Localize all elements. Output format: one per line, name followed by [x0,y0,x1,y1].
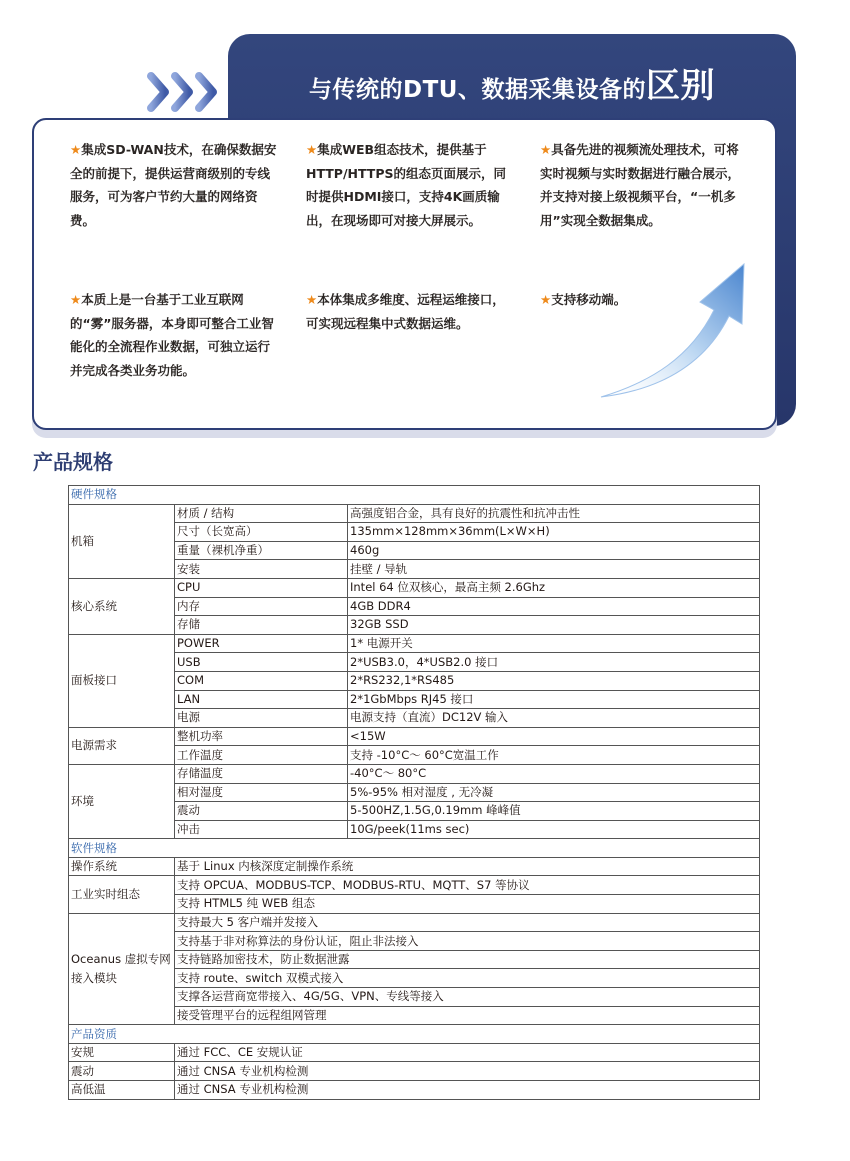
spec-key: USB [175,653,348,672]
section-title: 产品规格 [33,450,113,474]
feature-item: ★集成SD-WAN技术，在确保数据安全的前提下，提供运营商级别的专线服务，可为客户节约大量的网络资费。 [70,142,277,228]
spec-value: 通过 FCC、CE 安规认证 [175,1043,760,1062]
growth-arrow-icon [596,262,751,402]
spec-value: 支持最大 5 客户端并发接入 [175,913,760,932]
spec-value: 4GB DDR4 [348,597,760,616]
chevron-arrows-icon [147,72,222,112]
spec-value: -40°C～ 80°C [348,764,760,783]
spec-value: 32GB SSD [348,616,760,635]
spec-key: 冲击 [175,820,348,839]
spec-key: CPU [175,578,348,597]
table-row [69,1062,760,1081]
feature-item: ★集成WEB组态技术，提供基于HTTP/HTTPS的组态页面展示，同时提供HDMI接口，支持4K画质输出，在现场即可对接大屏展示。 [306,142,506,228]
table-row [69,764,760,783]
group-label: 机箱 [69,504,175,578]
spec-value: 接受管理平台的远程组网管理 [175,1006,760,1025]
spec-key: 工作温度 [175,746,348,765]
group-label: 安规 [69,1043,175,1062]
table-row [69,634,760,653]
feature-item: ★本体集成多维度、远程运维接口，可实现远程集中式数据运维。 [306,292,505,331]
spec-key: POWER [175,634,348,653]
spec-value: 460g [348,541,760,560]
spec-key: 存储 [175,616,348,635]
table-row [69,857,760,876]
spec-value: 支持基于非对称算法的身份认证，阻止非法接入 [175,932,760,951]
table-row [69,876,760,895]
table-row [69,1081,760,1100]
spec-value: 2*1GbMbps RJ45 接口 [348,690,760,709]
spec-key: 材质 / 结构 [175,504,348,523]
spec-value: 5-500HZ,1.5G,0.19mm 峰峰值 [348,802,760,821]
table-row [69,1025,760,1044]
spec-key: 尺寸（长宽高） [175,523,348,542]
spec-key: 安装 [175,560,348,579]
feature-item: ★本质上是一台基于工业互联网的“雾”服务器，本身即可整合工业智能化的全流程作业数据，可独立运行并完成各类业务功能。 [70,292,274,378]
spec-value: 5%-95% 相对湿度 , 无冷凝 [348,783,760,802]
spec-value: 支持 -10°C～ 60°C宽温工作 [348,746,760,765]
feature-item: ★具备先进的视频流处理技术，可将实时视频与实时数据进行融合展示，并支持对接上级视频平台，“一机多用”实现全数据集成。 [540,142,741,228]
spec-value: 支持 OPCUA、MODBUS-TCP、MODBUS-RTU、MQTT、S7 等协议 [175,876,760,895]
group-label: 核心系统 [69,578,175,634]
star-icon: ★ [70,142,82,157]
star-icon: ★ [306,142,318,157]
spec-table [68,485,760,1100]
spec-value: 2*RS232,1*RS485 [348,671,760,690]
group-label: 工业实时组态 [69,876,175,913]
certification-section-header: 产品资质 [69,1025,760,1044]
spec-key: 震动 [175,802,348,821]
spec-value: 2*USB3.0，4*USB2.0 接口 [348,653,760,672]
star-icon: ★ [306,292,318,307]
spec-value: 支撑各运营商宽带接入、4G/5G、VPN、专线等接入 [175,988,760,1007]
star-icon: ★ [70,292,82,307]
spec-value: 通过 CNSA 专业机构检测 [175,1062,760,1081]
spec-value: 基于 Linux 内核深度定制操作系统 [175,857,760,876]
spec-value: 10G/peek(11ms sec) [348,820,760,839]
table-row [69,578,760,597]
group-label: 环境 [69,764,175,838]
spec-key: 内存 [175,597,348,616]
group-label: 高低温 [69,1081,175,1100]
spec-value: 1* 电源开关 [348,634,760,653]
hardware-section-header: 硬件规格 [69,486,760,505]
spec-value: 通过 CNSA 专业机构检测 [175,1081,760,1100]
group-label: 震动 [69,1062,175,1081]
spec-key: 重量（裸机净重） [175,541,348,560]
spec-key: LAN [175,690,348,709]
banner-title [262,58,762,107]
spec-value: 支持 route、switch 双模式接入 [175,969,760,988]
table-row [69,486,760,505]
banner-title-main: 与传统的DTU、数据采集设备的 [309,77,646,103]
banner-title-big: 区别 [645,66,715,106]
table-row [69,1043,760,1062]
spec-value: 支持链路加密技术，防止数据泄露 [175,950,760,969]
spec-key: 存储温度 [175,764,348,783]
table-row [69,913,760,932]
spec-value: 135mm×128mm×36mm(L×W×H) [348,523,760,542]
spec-value: 挂壁 / 导轨 [348,560,760,579]
spec-key: 电源 [175,709,348,728]
spec-value: <15W [348,727,760,746]
group-label: Oceanus 虚拟专网 接入模块 [69,913,175,1025]
table-row [69,504,760,523]
group-label: 电源需求 [69,727,175,764]
table-row [69,839,760,858]
spec-key: 相对湿度 [175,783,348,802]
feature-item: ★支持移动端。 [540,292,627,307]
spec-value: 电源支持（直流）DC12V 输入 [348,709,760,728]
table-row [69,727,760,746]
star-icon: ★ [540,142,552,157]
spec-value: Intel 64 位双核心，最高主频 2.6Ghz [348,578,760,597]
group-label: 操作系统 [69,857,175,876]
software-section-header: 软件规格 [69,839,760,858]
star-icon: ★ [540,292,552,307]
spec-key: 整机功率 [175,727,348,746]
spec-key: COM [175,671,348,690]
group-label: 面板接口 [69,634,175,727]
spec-value: 支持 HTML5 纯 WEB 组态 [175,895,760,914]
spec-value: 高强度铝合金，具有良好的抗震性和抗冲击性 [348,504,760,523]
